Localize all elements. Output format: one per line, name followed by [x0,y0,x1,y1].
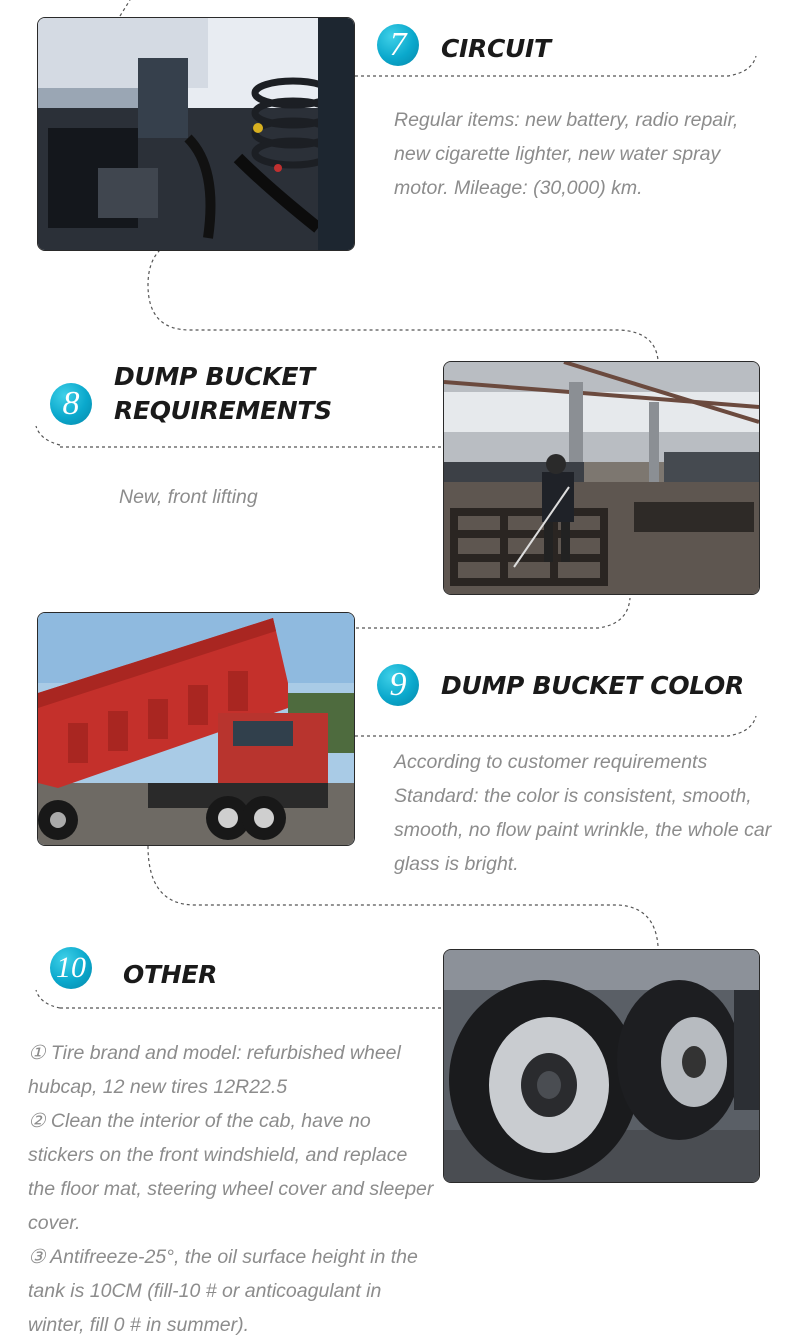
section-7-body [394,103,754,205]
circuit-photo [37,17,355,251]
section-10-title: OTHER [123,960,218,989]
section-9-body-text: According to customer requirements Standard: the color is consistent, smooth, smooth, no flow paint wrinkle, the whole car glass is bright. [394,751,772,875]
section-8-title-line1: DUMP BUCKET [114,362,315,391]
section-8-title [114,360,332,428]
section-10-body-item-3: ③ Antifreeze-25°, the oil surface height in the tank is 10CM (fill-10 # or anticoagulant in winter, fill 0 # in summer). [28,1246,418,1336]
section-10-body-item-1: ① Tire brand and model: refurbished wheel hubcap, 12 new tires 12R22.5 [28,1042,401,1098]
section-9-number-badge: 9 [377,664,419,706]
section-10-body-item-2: ② Clean the interior of the cab, have no stickers on the front windshield, and replace the floor mat, steering wheel cover and sleeper cover. [28,1110,434,1234]
dump-bucket-workshop-photo [443,361,760,595]
section-10-body [28,1036,438,1342]
section-9-body [394,745,778,881]
section-7-number-badge: 7 [377,24,419,66]
section-8-number-badge: 8 [50,383,92,425]
section-8-body-text: New, front lifting [119,486,258,508]
section-9-title: DUMP BUCKET COLOR [441,671,744,700]
section-8-body [119,480,419,514]
section-8-title-line2: REQUIREMENTS [114,396,332,425]
section-7-body-text: Regular items: new battery, radio repair, new cigarette lighter, new water spray motor. Mileage: (30,000) km. [394,109,739,199]
section-7-title: CIRCUIT [441,34,551,63]
dump-bucket-color-photo [37,612,355,846]
tires-photo [443,949,760,1183]
section-10-number-badge: 10 [50,947,92,989]
